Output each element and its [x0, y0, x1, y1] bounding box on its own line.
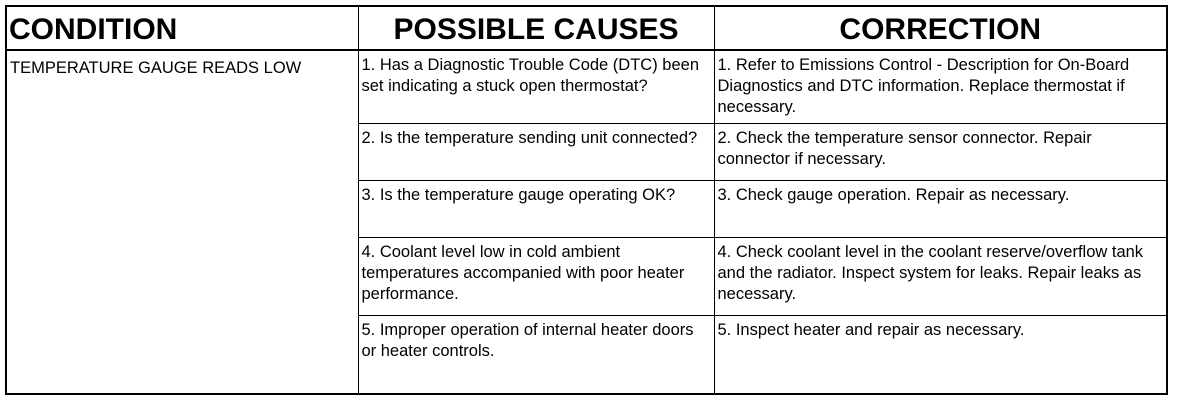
cause-cell: 3. Is the temperature gauge operating OK? — [358, 181, 714, 238]
correction-cell: 5. Inspect heater and repair as necessary. — [714, 316, 1167, 394]
header-possible-causes: POSSIBLE CAUSES — [358, 6, 714, 50]
cause-cell: 1. Has a Diagnostic Trouble Code (DTC) been set indicating a stuck open thermostat? — [358, 50, 714, 124]
correction-cell: 2. Check the temperature sensor connector. Repair connector if necessary. — [714, 124, 1167, 181]
header-correction: CORRECTION — [714, 6, 1167, 50]
correction-cell: 1. Refer to Emissions Control - Description for On-Board Diagnostics and DTC information. Replace thermostat if necessary. — [714, 50, 1167, 124]
condition-cell: TEMPERATURE GAUGE READS LOW — [6, 50, 358, 394]
header-row — [6, 6, 1167, 50]
diagnosis-table — [5, 5, 1168, 395]
cause-cell: 5. Improper operation of internal heater doors or heater controls. — [358, 316, 714, 394]
correction-cell: 3. Check gauge operation. Repair as necessary. — [714, 181, 1167, 238]
cause-cell: 2. Is the temperature sending unit connected? — [358, 124, 714, 181]
cause-cell: 4. Coolant level low in cold ambient temperatures accompanied with poor heater performance. — [358, 237, 714, 316]
correction-cell: 4. Check coolant level in the coolant reserve/overflow tank and the radiator. Inspect system for leaks. Repair leaks as necessary. — [714, 237, 1167, 316]
table-row — [6, 50, 1167, 124]
header-condition: CONDITION — [6, 6, 358, 50]
